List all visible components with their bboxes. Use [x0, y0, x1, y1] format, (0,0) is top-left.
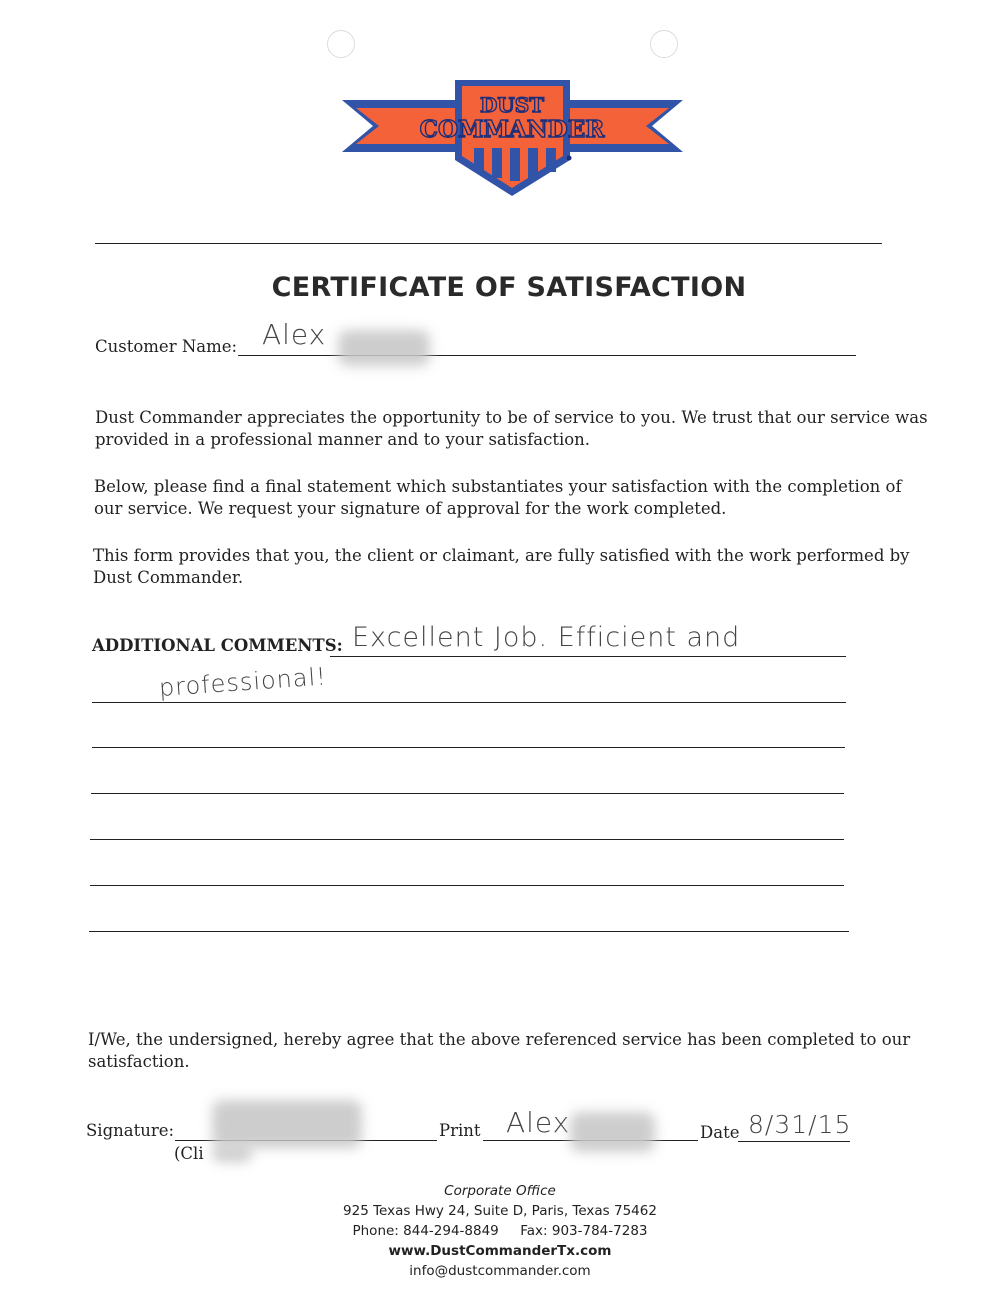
customer-name-line [238, 355, 856, 356]
paragraph-satisfaction: This form provides that you, the client or claimant, are fully satisfied with the work performed by Dust Commander. [93, 546, 910, 587]
logo-text-commander: COMMANDER [419, 116, 605, 143]
footer-email[interactable]: info@dustcommander.com [409, 1263, 591, 1279]
signature-sublabel: (Cli [174, 1144, 204, 1163]
comment-line-3 [92, 747, 845, 748]
comment-line-7 [89, 931, 849, 932]
date-value: 8/31/15 [748, 1110, 852, 1139]
agreement-text: I/We, the undersigned, hereby agree that the above referenced service has been completed to our satisfaction. [88, 1030, 911, 1071]
footer-phone: Phone: 844-294-8849 Fax: 903-784-7283 [352, 1223, 648, 1239]
punch-hole-left [327, 30, 355, 58]
print-label: Print [439, 1121, 481, 1140]
comment-text-1: Excellent Job. Efficient and [352, 622, 741, 653]
date-label: Date [700, 1123, 740, 1142]
comment-line-4 [91, 793, 844, 794]
additional-comments-label: ADDITIONAL COMMENTS: [92, 636, 343, 655]
redacted-sublabel [212, 1146, 252, 1162]
redacted-print-surname [570, 1112, 655, 1152]
dust-commander-logo [340, 78, 685, 198]
redacted-surname [338, 330, 430, 366]
comment-line-2 [92, 702, 846, 703]
comment-text-2: professional! [158, 662, 328, 702]
signature-label: Signature: [86, 1121, 175, 1140]
print-value: Alex [506, 1106, 571, 1139]
footer-website[interactable]: www.DustCommanderTx.com [388, 1243, 612, 1259]
page-title: CERTIFICATE OF SATISFACTION [271, 272, 747, 303]
comment-line-5 [90, 839, 844, 840]
customer-name-value: Alex [262, 318, 327, 351]
header-divider [95, 243, 882, 244]
date-line [738, 1141, 850, 1142]
punch-hole-right [650, 30, 678, 58]
comment-line-6 [90, 885, 844, 886]
customer-name-label: Customer Name: [95, 337, 238, 356]
comment-line-1 [330, 656, 846, 657]
redacted-signature [212, 1100, 362, 1148]
footer-address: 925 Texas Hwy 24, Suite D, Paris, Texas 75462 [343, 1203, 657, 1219]
logo-text-dust: DUST [479, 93, 545, 117]
paragraph-statement: Below, please find a final statement which substantiates your satisfaction with the completion of our service. We request your signature of approval for the work completed. [94, 477, 902, 518]
paragraph-appreciation: Dust Commander appreciates the opportunity to be of service to you. We trust that our service was provided in a professional manner and to your satisfaction. [95, 408, 928, 449]
footer-office: Corporate Office [444, 1183, 556, 1199]
